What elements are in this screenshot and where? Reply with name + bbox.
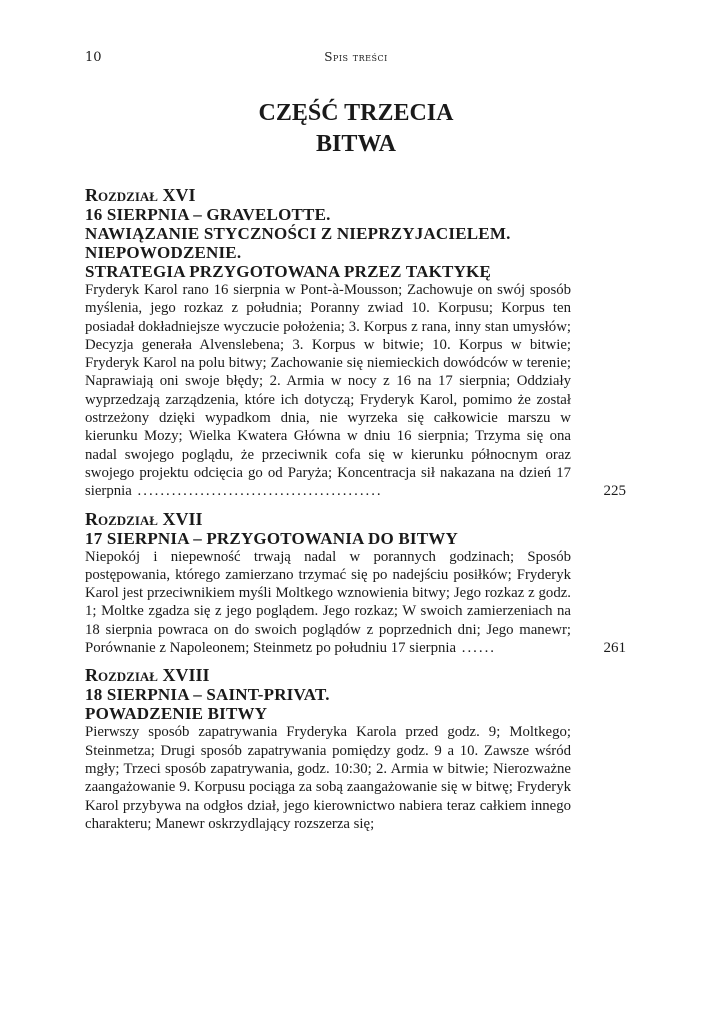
chapter-title-line: 16 SIERPNIA – GRAVELOTTE. (85, 205, 331, 224)
chapter-label: Rozdział XVIII (85, 665, 210, 686)
chapter-title-line: POWADZENIE BITWY (85, 704, 268, 724)
chapter-description-text: Niepokój i niepewność trwają nadal w porannych godzinach; Sposób postępowania, którego zamierzano trzymać się po nadejściu posiłków; Fryderyk Karol jest przeciwnikiem myśli Moltkego wznowienia bitwy; Jego rozkaz z godz. 1; Moltke zgadza się z jego poglądem. Jego rozkaz; W swoich zamierzeniach na 18 sierpnia powraca on do swoich poglądów z poprzednich dni; Jego manewr; Porównanie z Napoleonem; Steinmetz po południu 17 sierpnia (85, 548, 571, 657)
dot-leader: ...... (456, 640, 496, 657)
part-title-line2: BITWA (315, 131, 397, 157)
chapter-entry (85, 723, 571, 833)
toc-content (85, 185, 626, 841)
running-title: Spis treści (324, 50, 388, 64)
toc-chapter-16 (85, 185, 626, 501)
toc-chapter-17 (85, 509, 626, 658)
chapter-description-text: Fryderyk Karol rano 16 sierpnia w Pont-à-Mousson; Zachowuje on swój sposób myślenia, jego rozkaz z południa; Poranny zwiad 10. Korpusu; Korpus ten posiadał dokładniejsze wyczucie położenia; 3. Korpus z rana, inny stan umysłów; Decyzja generała Alvenslebena; 3. Korpus w bitwie; 10. Korpus w bitwie; Fryderyk Karol na polu bitwy; Zachowanie się niemieckich dowódców w terenie; Naprawiają oni swoje błędy; 2. Armia w nocy z 16 na 17 sierpnia; Oddziały wyprzedzają zarządzenia, które ich dotyczą; Fryderyk Karol, pomimo że został ostrzeżony dzięki wypadkom dnia, nie wyrzeka się całkowicie marszu w kierunku Mozy; Wielka Kwatera Główna w dniu 16 sierpnia; Trzyma się ona nadal swojego poglądu, że przeciwnik cofa się w kierunku północnym oraz swojego projektu odcięcia go od Paryża; Koncentracja sił nakazana na dzień 17 sierpnia (85, 282, 571, 500)
chapter-title-line: NAWIĄZANIE STYCZNOŚCI Z NIEPRZYJACIELEM. (85, 224, 511, 243)
chapter-description (85, 281, 571, 501)
toc-chapter-18 (85, 665, 626, 833)
chapter-label: Rozdział XVII (85, 508, 203, 529)
chapter-label: Rozdział XVI (85, 185, 196, 205)
chapter-title-line: 18 SIERPNIA – SAINT-PRIVAT. (85, 685, 330, 705)
page-number: 10 (85, 50, 102, 65)
chapter-description (85, 548, 571, 658)
part-title (0, 98, 712, 160)
chapter-title-line: STRATEGIA PRZYGOTOWANA PRZEZ TAKTYKĘ (85, 262, 492, 281)
chapter-page-number: 261 (603, 640, 626, 657)
chapter-entry (85, 548, 626, 658)
chapter-entry (85, 281, 626, 501)
part-title-line1: CZĘŚĆ TRZECIA (258, 100, 454, 126)
chapter-title-line: NIEPOWODZENIE. (85, 243, 242, 262)
dot-leader: ........................................... (131, 483, 383, 500)
chapter-title-line: 17 SIERPNIA – PRZYGOTOWANIA DO BITWY (85, 528, 458, 548)
chapter-page-number: 225 (603, 483, 626, 500)
chapter-description: Pierwszy sposób zapatrywania Fryderyka Karola przed godz. 9; Moltkego; Steinmetza; Drugi sposób zapatrywania pomiędzy godz. 9 a 10. Zawsze wśród mgły; Trzeci sposób zapatrywania, godz. 10:30; 2. Armia w bitwie; Nierozważne zaangażowanie 9. Korpusu pociąga za sobą zaangażowanie się w bitwę; Fryderyk Karol przybywa na odgłos dział, jego kierownictwo nabiera teraz całkiem innego charakteru; Manewr oskrzydlający rozszerza się; (85, 724, 571, 832)
